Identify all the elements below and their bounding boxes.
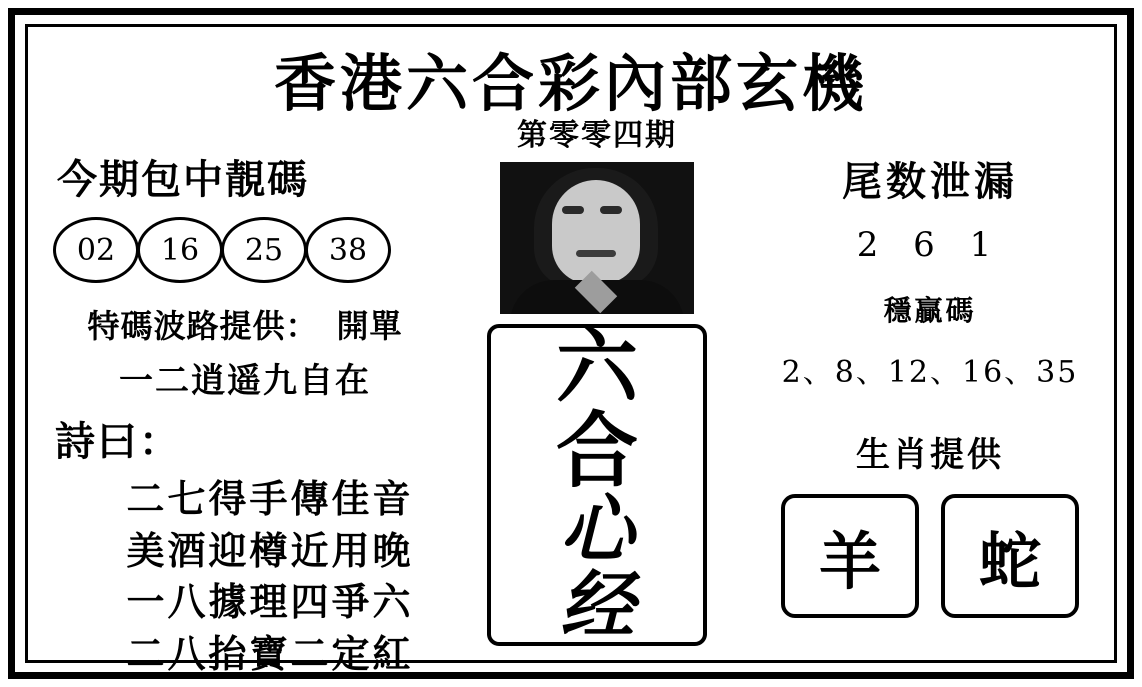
poem-line: 二七得手傳佳音 <box>126 476 414 521</box>
poem-lines <box>45 473 465 680</box>
zodiac-heading: 生肖提供 <box>856 435 1004 475</box>
lucky-ball: 02 <box>53 217 139 283</box>
wave-route-label: 特碼波路提供： <box>87 307 319 345</box>
portrait-eye-right <box>600 206 622 214</box>
center-emblem-box <box>487 318 707 649</box>
left-column <box>45 148 465 680</box>
portrait-photo <box>500 162 694 314</box>
poem-label: 詩曰： <box>55 418 181 465</box>
zodiac-box: 羊 <box>781 494 919 618</box>
stable-win-heading: 穩贏碼 <box>883 294 977 327</box>
stable-win-values: 2、8、12、16、35 <box>781 355 1079 390</box>
zodiac-box: 蛇 <box>941 494 1079 618</box>
tail-leak-heading: 尾数泄漏 <box>842 158 1018 205</box>
center-column <box>472 110 722 649</box>
portrait-mouth <box>576 250 616 257</box>
lucky-number-balls <box>53 217 465 283</box>
emblem-char: 六 <box>555 318 638 415</box>
right-column <box>740 150 1120 618</box>
lucky-numbers-heading: 今期包中靚碼 <box>57 156 309 203</box>
wave-route-value: 開單 <box>336 307 403 345</box>
emblem-char: 合 <box>555 402 638 499</box>
poem-line: 一八據理四爭六 <box>126 579 414 625</box>
issue-number-label: 第零零四期 <box>517 118 677 153</box>
emblem-char: 心 <box>560 487 634 574</box>
portrait-eye-left <box>562 206 584 214</box>
zodiac-boxes <box>740 494 1120 618</box>
poem-line: 美酒迎樽近用晚 <box>126 527 414 573</box>
portrait-face <box>552 180 640 284</box>
emblem-char: 经 <box>560 562 634 649</box>
wave-route-subtitle: 一二逍遥九自在 <box>119 361 371 401</box>
tail-leak-values: 2 6 1 <box>856 225 1004 265</box>
page-title: 香港六合彩內部玄機 <box>273 47 868 120</box>
lucky-ball: 16 <box>137 217 223 283</box>
wave-route-line <box>45 301 445 347</box>
lucky-ball: 25 <box>221 217 307 283</box>
lucky-ball: 38 <box>305 217 391 283</box>
poem-line: 二八抬寶二定紅 <box>126 631 414 677</box>
